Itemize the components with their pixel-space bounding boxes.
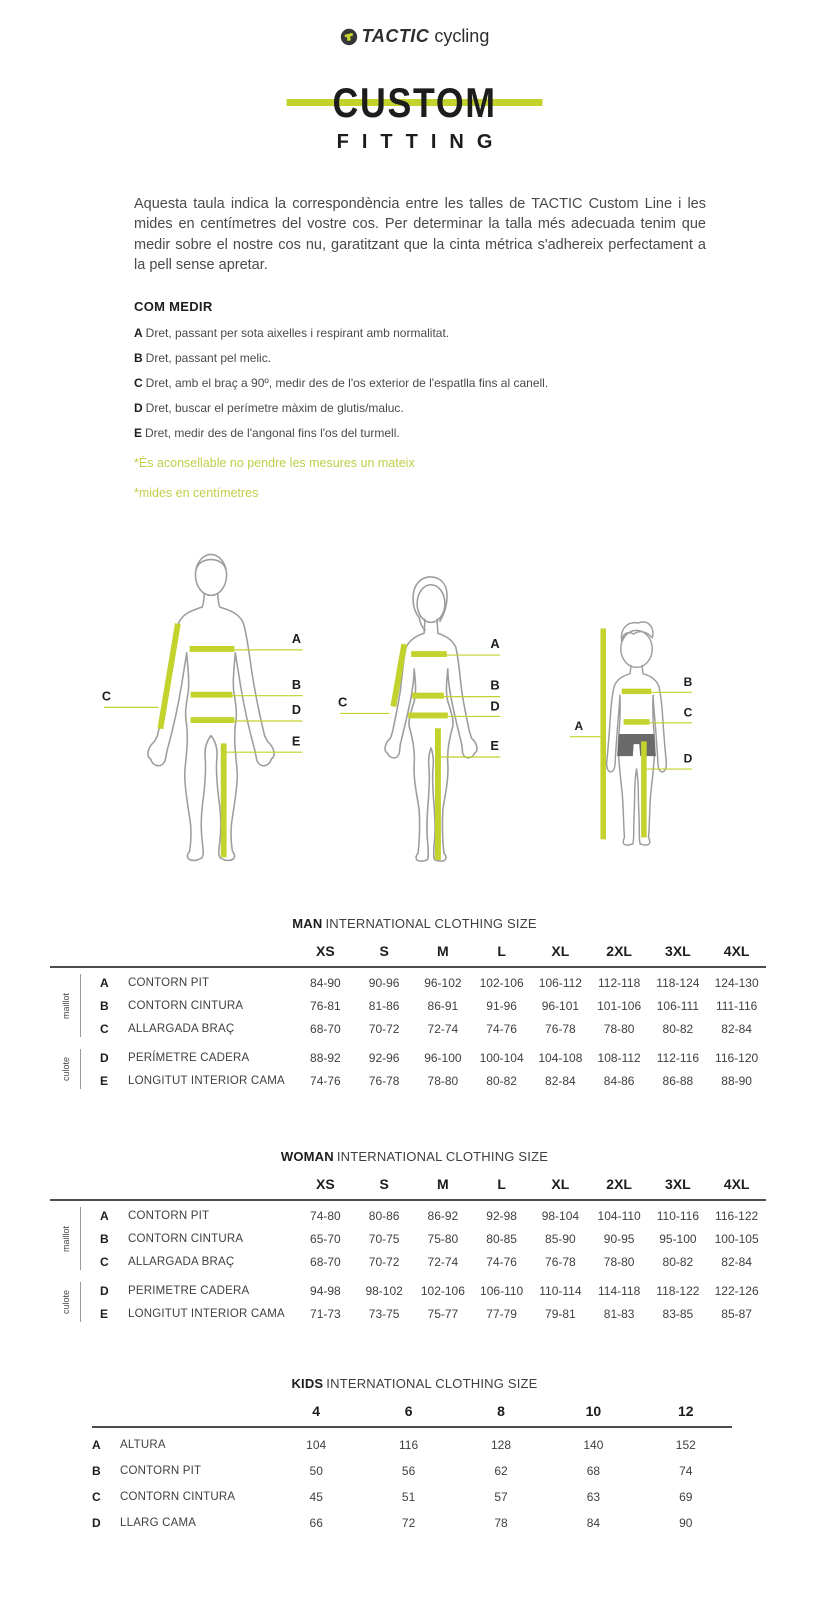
cell: 90-96 <box>368 975 400 990</box>
measure-letter: E <box>134 426 143 441</box>
title-custom: CUSTOM <box>332 79 497 126</box>
row-letter: A <box>92 1438 101 1453</box>
cell: 96-102 <box>424 975 462 990</box>
table-row <box>92 1432 732 1458</box>
size-header: XL <box>551 943 570 960</box>
cell: 74-76 <box>310 1073 341 1088</box>
cell: 78 <box>494 1516 508 1531</box>
row-letter: A <box>100 975 109 990</box>
measure-letter: D <box>134 401 143 416</box>
cell: 82-84 <box>721 1254 752 1269</box>
cell: 77-79 <box>486 1306 517 1321</box>
cell: 68 <box>586 1464 601 1479</box>
kid-label-a: A <box>574 719 584 734</box>
row-label: PERÍMETRE CADERA <box>128 1051 250 1064</box>
cell: 96-101 <box>541 998 580 1013</box>
row-letter: D <box>100 1283 109 1298</box>
cell: 100-104 <box>479 1050 524 1065</box>
measure-item-c <box>134 376 829 390</box>
cell: 110-114 <box>539 1283 582 1298</box>
table-row <box>100 1069 766 1092</box>
size-header: XS <box>316 1176 335 1193</box>
brand-name-light: cycling <box>434 26 490 46</box>
cell: 100-105 <box>714 1231 759 1246</box>
size-header: S <box>379 943 389 960</box>
cell: 74-76 <box>486 1254 517 1269</box>
row-letter: C <box>92 1490 101 1505</box>
note-units: *mides en centímetres <box>134 486 259 501</box>
row-label: CONTORN CINTURA <box>128 999 244 1012</box>
row-label: ALLARGADA BRAÇ <box>128 1255 235 1268</box>
man-table-header <box>50 943 766 968</box>
size-header: M <box>437 943 449 960</box>
cell: 72-74 <box>427 1021 459 1036</box>
cell: 95-100 <box>659 1231 697 1246</box>
how-to-measure-section <box>134 299 829 500</box>
table-row <box>100 1227 766 1250</box>
row-label: PERIMETRE CADERA <box>128 1284 250 1297</box>
cell: 86-92 <box>427 1208 459 1223</box>
cell: 124-130 <box>714 975 759 990</box>
cell: 85-87 <box>721 1306 752 1321</box>
man-table-title: MAN INTERNATIONAL CLOTHING SIZE <box>292 916 537 932</box>
cell: 71-73 <box>310 1306 341 1321</box>
man-label-a: A <box>291 632 301 647</box>
size-header: XS <box>316 943 335 960</box>
measure-text: Dret, amb el braç a 90º, medir des de l'os exterior de l'espatlla fins al canell. <box>145 376 549 391</box>
cell: 112-118 <box>597 975 641 990</box>
woman-label-d: D <box>490 698 500 714</box>
man-figure <box>96 534 326 870</box>
brand-logo-icon <box>340 28 358 46</box>
kid-figure <box>544 586 729 856</box>
cell: 80-82 <box>662 1254 694 1269</box>
row-label: CONTORN PIT <box>120 1465 202 1478</box>
body-figures <box>96 534 829 870</box>
cell: 116 <box>399 1438 419 1453</box>
intro-paragraph: Aquesta taula indica la correspondència entre les talles de TACTIC Custom Line i les mides en centímetres del vostre cos. Per determinar la talla més adecuada tenim que medir sobre el nostre cos nu, garatitzant que la cinta métrica s'adhereix perfectament a la pell sense apretar. <box>134 196 706 273</box>
man-measure-bar-c <box>160 624 178 729</box>
man-label-c: C <box>101 689 112 704</box>
man-label-e: E <box>291 734 301 749</box>
size-header: 3XL <box>665 943 691 960</box>
cell: 74 <box>679 1464 693 1479</box>
kids-table-title: KIDS INTERNATIONAL CLOTHING SIZE <box>291 1376 538 1392</box>
row-letter: A <box>100 1208 109 1223</box>
size-header: XL <box>551 1176 570 1193</box>
row-letter: C <box>100 1021 109 1036</box>
row-letter: D <box>100 1050 109 1065</box>
table-row <box>100 1250 766 1273</box>
size-header: 10 <box>585 1403 602 1420</box>
table-row <box>100 994 766 1017</box>
cell: 98-102 <box>365 1283 403 1298</box>
man-label-d: D <box>291 703 301 718</box>
cell: 50 <box>309 1464 323 1479</box>
cell: 80-85 <box>486 1231 517 1246</box>
woman-label-e: E <box>490 738 499 754</box>
measure-item-d <box>134 401 829 415</box>
cell: 72-74 <box>427 1254 459 1269</box>
size-header: 2XL <box>606 943 632 960</box>
cell: 91-96 <box>486 998 517 1013</box>
table-row <box>100 1279 766 1302</box>
cell: 74-80 <box>310 1208 341 1223</box>
row-letter: E <box>100 1073 109 1088</box>
table-row <box>92 1510 732 1536</box>
cell: 94-98 <box>310 1283 341 1298</box>
cell: 70-72 <box>368 1254 400 1269</box>
size-header: 3XL <box>665 1176 691 1193</box>
woman-maillot-group <box>50 1201 766 1276</box>
woman-table-header <box>50 1176 766 1201</box>
cell: 152 <box>675 1438 696 1453</box>
cell: 78-80 <box>603 1254 635 1269</box>
row-letter: B <box>100 1231 109 1246</box>
cell: 102-106 <box>479 975 524 990</box>
cell: 80-86 <box>368 1208 400 1223</box>
woman-label-b: B <box>490 677 500 693</box>
table-row <box>100 1302 766 1325</box>
measure-letter: C <box>134 376 143 391</box>
measure-text: Dret, medir des de l'angonal fins l'os del turmell. <box>145 426 400 441</box>
cell: 78-80 <box>603 1021 635 1036</box>
man-label-b: B <box>291 678 301 693</box>
cell: 106-112 <box>538 975 582 990</box>
cell: 76-78 <box>368 1073 400 1088</box>
cell: 57 <box>494 1490 508 1505</box>
woman-body-outline <box>385 577 477 861</box>
table-row <box>92 1484 732 1510</box>
cell: 84-86 <box>603 1073 635 1088</box>
cell: 88-90 <box>721 1073 752 1088</box>
cell: 128 <box>490 1438 511 1453</box>
cell: 75-77 <box>427 1306 459 1321</box>
man-maillot-group <box>50 968 766 1043</box>
table-row <box>100 1204 766 1227</box>
row-letter: E <box>100 1306 109 1321</box>
table-row <box>92 1458 732 1484</box>
cell: 111-116 <box>715 998 758 1013</box>
measure-text: Dret, passant pel melic. <box>145 351 272 366</box>
measure-text: Dret, buscar el perímetre màxim de glutis/maluc. <box>145 401 404 416</box>
kid-label-d: D <box>683 751 693 766</box>
row-label: ALLARGADA BRAÇ <box>128 1022 235 1035</box>
size-header: M <box>437 1176 449 1193</box>
cell: 104-108 <box>538 1050 583 1065</box>
cell: 106-111 <box>656 998 699 1013</box>
row-label: CONTORN PIT <box>128 976 210 989</box>
group-label-maillot: maillot <box>61 1225 71 1252</box>
row-label: CONTORN CINTURA <box>128 1232 244 1245</box>
measure-text: Dret, passant per sota aixelles i respirant amb normalitat. <box>145 326 450 341</box>
cell: 114-118 <box>597 1283 641 1298</box>
cell: 68-70 <box>310 1254 341 1269</box>
row-label: LONGITUT INTERIOR CAMA <box>128 1074 285 1087</box>
title-fitting: FITTING <box>336 131 506 153</box>
page-title <box>0 79 829 154</box>
cell: 72 <box>401 1516 416 1531</box>
cell: 104 <box>306 1438 327 1453</box>
cell: 101-106 <box>597 998 642 1013</box>
size-header: L <box>497 943 506 960</box>
size-header: 4XL <box>723 943 750 960</box>
kids-size-table <box>0 1376 829 1540</box>
cell: 80-82 <box>486 1073 517 1088</box>
table-row <box>100 1017 766 1040</box>
kid-label-c: C <box>683 705 693 720</box>
cell: 110-116 <box>656 1208 699 1223</box>
cell: 122-126 <box>714 1283 759 1298</box>
size-header: S <box>379 1176 389 1193</box>
cell: 86-91 <box>427 998 459 1013</box>
cell: 81-83 <box>603 1306 635 1321</box>
woman-size-table <box>0 1149 829 1328</box>
cell: 96-100 <box>424 1050 462 1065</box>
cell: 66 <box>309 1516 323 1531</box>
cell: 106-110 <box>480 1283 524 1298</box>
man-size-table <box>0 916 829 1095</box>
brand-name-bold: TACTIC <box>361 26 430 46</box>
woman-table-title: WOMAN INTERNATIONAL CLOTHING SIZE <box>280 1149 549 1165</box>
cell: 51 <box>401 1490 416 1505</box>
size-header: 4 <box>312 1403 321 1420</box>
cell: 76-78 <box>545 1021 576 1036</box>
measure-item-b <box>134 351 829 365</box>
kid-shorts <box>617 734 656 756</box>
size-header: 6 <box>404 1403 413 1420</box>
how-to-heading: COM MEDIR <box>134 299 213 315</box>
cell: 63 <box>586 1490 601 1505</box>
cell: 88-92 <box>310 1050 341 1065</box>
table-row <box>100 1046 766 1069</box>
brand-logo <box>0 26 829 47</box>
cell: 79-81 <box>545 1306 576 1321</box>
measure-letter: B <box>134 351 143 366</box>
cell: 70-75 <box>368 1231 400 1246</box>
cell: 68-70 <box>310 1021 341 1036</box>
cell: 116-122 <box>715 1208 759 1223</box>
cell: 82-84 <box>545 1073 576 1088</box>
row-letter: B <box>92 1464 101 1479</box>
kids-table-header <box>92 1403 732 1428</box>
cell: 116-120 <box>715 1050 759 1065</box>
cell: 76-81 <box>310 998 341 1013</box>
woman-label-c: C <box>337 694 348 710</box>
cell: 69 <box>679 1490 693 1505</box>
row-label: LLARG CAMA <box>120 1517 197 1530</box>
kid-body-outline <box>607 622 667 845</box>
cell: 84 <box>586 1516 601 1531</box>
cell: 76-78 <box>545 1254 576 1269</box>
note-self-measuring: *És aconsellable no pendre les mesures un mateix <box>134 456 415 471</box>
cell: 118-122 <box>656 1283 700 1298</box>
kid-label-b: B <box>683 675 693 690</box>
group-label-maillot: maillot <box>61 992 71 1019</box>
measure-letter: A <box>134 326 143 341</box>
cell: 102-106 <box>420 1283 465 1298</box>
row-letter: C <box>100 1254 109 1269</box>
cell: 90 <box>679 1516 693 1531</box>
woman-label-a: A <box>490 636 500 652</box>
size-header: 2XL <box>606 1176 632 1193</box>
cell: 90-95 <box>603 1231 635 1246</box>
cell: 56 <box>401 1464 416 1479</box>
cell: 65-70 <box>310 1231 341 1246</box>
measure-item-e <box>134 426 829 440</box>
size-header: 12 <box>678 1403 694 1420</box>
measure-item-a <box>134 326 829 340</box>
cell: 140 <box>583 1438 604 1453</box>
group-label-culote: culote <box>61 1290 71 1315</box>
cell: 70-72 <box>368 1021 400 1036</box>
row-label: LONGITUT INTERIOR CAMA <box>128 1307 285 1320</box>
group-label-culote: culote <box>61 1057 71 1082</box>
cell: 108-112 <box>597 1050 641 1065</box>
man-culote-group <box>50 1043 766 1095</box>
size-header: 4XL <box>723 1176 750 1193</box>
size-header: 8 <box>497 1403 505 1420</box>
cell: 112-116 <box>656 1050 699 1065</box>
cell: 86-88 <box>662 1073 694 1088</box>
table-row <box>100 971 766 994</box>
cell: 74-76 <box>486 1021 517 1036</box>
row-letter: B <box>100 998 109 1013</box>
woman-figure <box>332 548 530 870</box>
cell: 92-96 <box>368 1050 400 1065</box>
row-label: CONTORN PIT <box>128 1209 210 1222</box>
row-label: CONTORN CINTURA <box>120 1491 236 1504</box>
cell: 45 <box>309 1490 323 1505</box>
cell: 118-124 <box>656 975 700 990</box>
cell: 75-80 <box>427 1231 459 1246</box>
row-label: ALTURA <box>120 1439 166 1452</box>
cell: 104-110 <box>597 1208 641 1223</box>
size-header: L <box>497 1176 506 1193</box>
cell: 85-90 <box>545 1231 576 1246</box>
cell: 82-84 <box>721 1021 752 1036</box>
cell: 62 <box>494 1464 508 1479</box>
cell: 73-75 <box>368 1306 400 1321</box>
cell: 78-80 <box>427 1073 459 1088</box>
cell: 81-86 <box>368 998 400 1013</box>
cell: 98-104 <box>541 1208 580 1223</box>
cell: 80-82 <box>662 1021 694 1036</box>
row-letter: D <box>92 1516 101 1531</box>
cell: 92-98 <box>486 1208 517 1223</box>
cell: 84-90 <box>310 975 341 990</box>
cell: 83-85 <box>662 1306 694 1321</box>
woman-culote-group <box>50 1276 766 1328</box>
